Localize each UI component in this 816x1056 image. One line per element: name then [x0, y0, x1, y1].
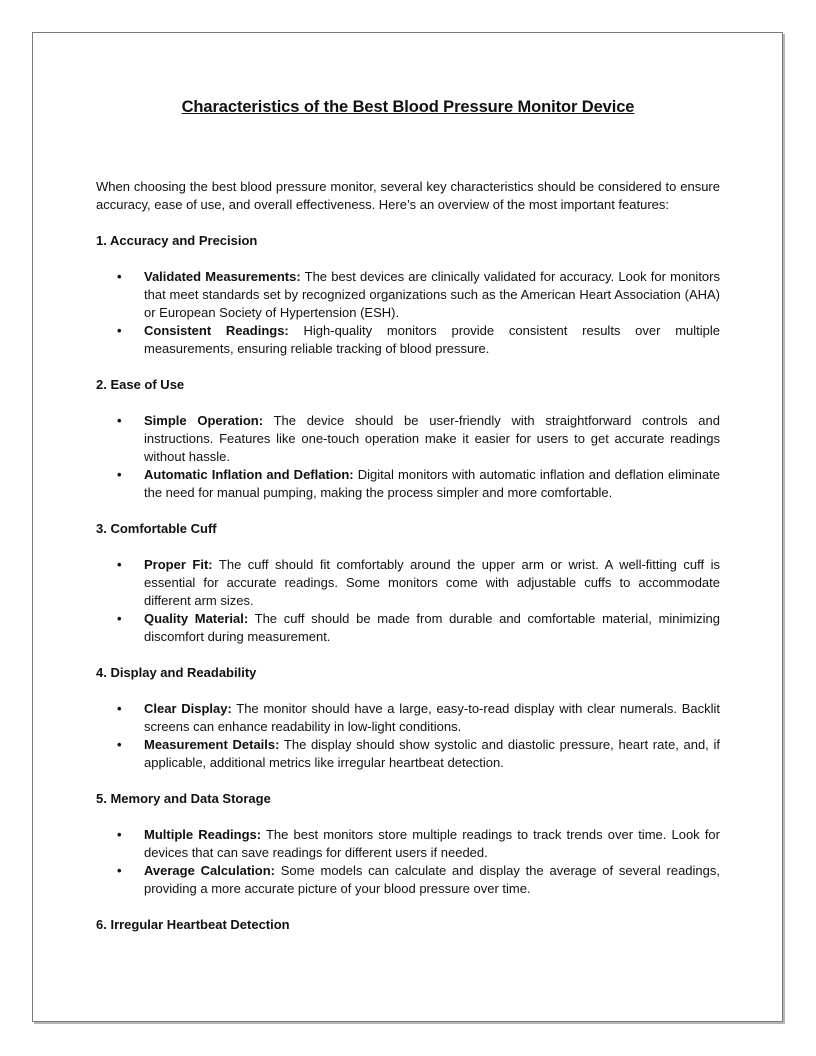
list-item	[117, 412, 720, 466]
item-description: The cuff should fit comfortably around the upper arm or wrist. A well-fitting cuff is essential for accurate readings. Some monitors come with adjustable cuffs to accommodate different arm sizes.	[144, 557, 720, 608]
bullet-icon: •	[117, 701, 122, 716]
item-term: Automatic Inflation and Deflation:	[144, 467, 354, 482]
bullet-icon: •	[117, 413, 122, 428]
item-term: Validated Measurements:	[144, 269, 301, 284]
page-title: Characteristics of the Best Blood Pressure Monitor Device	[181, 98, 635, 116]
bullet-icon: •	[117, 611, 122, 626]
section-heading: 4. Display and Readability	[96, 665, 257, 680]
list-item	[117, 556, 720, 610]
bullet-list	[96, 556, 720, 646]
item-description: The best devices are clinically validated for accuracy. Look for monitors that meet standards set by recognized organizations such as the American Heart Association (AHA) or European Society of Hypertension (ESH).	[144, 269, 720, 320]
item-description: Some models can calculate and display the average of several readings, providing a more accurate picture of your blood pressure over time.	[144, 863, 720, 896]
item-description: High-quality monitors provide consistent results over multiple measurements, ensuring reliable tracking of blood pressure.	[144, 323, 720, 356]
list-item	[117, 862, 720, 898]
list-item	[117, 736, 720, 772]
item-description: The display should show systolic and diastolic pressure, heart rate, and, if applicable, additional metrics like irregular heartbeat detection.	[144, 737, 720, 770]
section-heading: 2. Ease of Use	[96, 377, 185, 392]
bullet-icon: •	[117, 323, 122, 338]
section-heading: 5. Memory and Data Storage	[96, 791, 271, 806]
bullet-list	[96, 826, 720, 898]
bullet-icon: •	[117, 467, 122, 482]
section-heading: 6. Irregular Heartbeat Detection	[96, 917, 290, 932]
item-term: Consistent Readings:	[144, 323, 289, 338]
bullet-icon: •	[117, 269, 122, 284]
bullet-icon: •	[117, 737, 122, 752]
list-item	[117, 700, 721, 736]
section-heading: 1. Accuracy and Precision	[96, 233, 258, 248]
item-term: Measurement Details:	[144, 737, 280, 752]
intro-paragraph: When choosing the best blood pressure monitor, several key characteristics should be considered to ensure accuracy, ease of use, and overall effectiveness. Here’s an overview of the most important features:	[96, 179, 720, 212]
list-item	[117, 826, 720, 862]
bullet-list	[96, 268, 720, 358]
item-description: Digital monitors with automatic inflation and deflation eliminate the need for manual pumping, making the process simpler and more comfortable.	[144, 467, 720, 500]
item-term: Quality Material:	[144, 611, 249, 626]
item-term: Proper Fit:	[144, 557, 213, 572]
sections-container	[96, 232, 720, 934]
item-term: Clear Display:	[144, 701, 232, 716]
item-term: Average Calculation:	[144, 863, 275, 878]
list-item	[117, 268, 720, 322]
list-item	[117, 610, 720, 646]
bullet-list	[96, 700, 720, 772]
list-item	[117, 322, 720, 358]
bullet-list	[96, 412, 720, 502]
bullet-icon: •	[117, 557, 122, 572]
item-description: The monitor should have a large, easy-to-read display with clear numerals. Backlit screens can enhance readability in low-light conditions.	[144, 701, 721, 734]
item-description: The cuff should be made from durable and comfortable material, minimizing discomfort during measurement.	[144, 611, 720, 644]
bullet-icon: •	[117, 827, 122, 842]
item-term: Simple Operation:	[144, 413, 264, 428]
item-description: The device should be user-friendly with straightforward controls and instructions. Features like one-touch operation make it easier for users to get accurate readings without hassle.	[144, 413, 720, 464]
section-heading: 3. Comfortable Cuff	[96, 521, 217, 536]
item-term: Multiple Readings:	[144, 827, 262, 842]
document-body	[96, 178, 720, 952]
bullet-icon: •	[117, 863, 122, 878]
list-item	[117, 466, 720, 502]
item-description: The best monitors store multiple readings to track trends over time. Look for devices that can save readings for different users if needed.	[144, 827, 720, 860]
